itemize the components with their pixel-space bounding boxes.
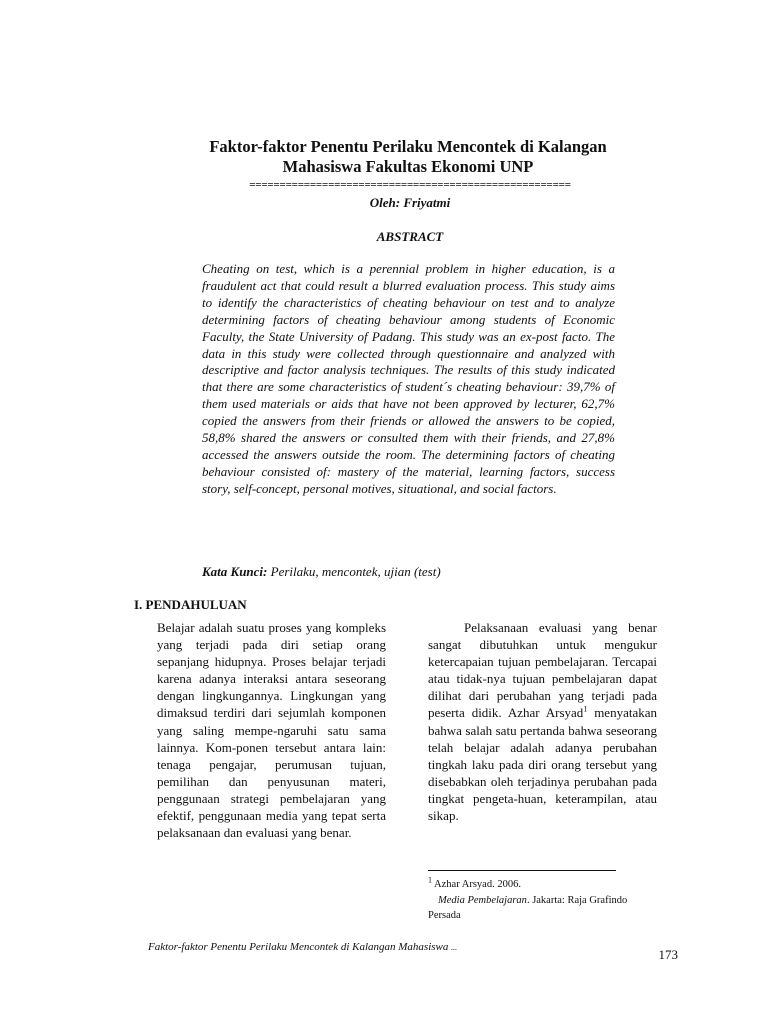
keywords-label: Kata Kunci: [202, 564, 268, 579]
right-paragraph-part-2: menyatakan bahwa salah satu pertanda bahwa seseorang telah belajar adalah adanya perubahan tingkah laku pada diri orang tersebut yang disebabkan oleh terjadinya perubahan pada tingkat pengeta-huan, keterampilan, atau sikap. [428, 705, 657, 824]
keywords-text: Perilaku, mencontek, ujian (test) [270, 564, 441, 579]
title-line-2: Mahasiswa Fakultas Ekonomi UNP [282, 157, 534, 176]
footnote-publisher: . Jakarta: Raja Grafindo Persada [428, 894, 628, 921]
abstract-heading: ABSTRACT [376, 229, 444, 244]
title-divider: ===================================================== [249, 179, 571, 191]
left-column [157, 619, 386, 841]
abstract-text: Cheating on test, which is a perennial problem in higher education, is a fraudulent act that could result a blurred evaluation process. This study aims to identify the characteristics of cheating behaviour on test and to analyze determining factors of cheating behaviour among students of Economic Faculty, the State University of Padang. This study was an ex-post facto. The data in this study were collected through questionnaire and analyzed with descriptive and factor analysis techniques. The results of this study indicated that there are some characteristics of student´s cheating behaviour: 39,7% of them used materials or aids that have not been approved by lecturer, 62,7% copied the answers from their friends or allowed the answers to be copied, 58,8% shared the answers or consulted them with their friends, and 27,8% accessed the answers outside the room. The determining factors of cheating behaviour consisted of: mastery of the material, learning factors, success story, self-concept, personal motives, situational, and social factors. [202, 261, 615, 496]
left-paragraph: Belajar adalah suatu proses yang kompleks yang terjadi pada diri setiap orang sepanjang hidupnya. Proses belajar terjadi karena adanya interaksi antara seseorang dengan lingkungannya. Lingkungan yang dimaksud terdiri dari sejumlah komponen yang saling mempe-ngaruhi satu sama lainnya. Kom-ponen tersebut antara lain: tenaga pengajar, perumusan tujuan, pemilihan dan penyusunan materi, penggunaan strategi pembelajaran yang efektif, penggunaan media yang tepat serta pelaksanaan dan evaluasi yang benar. [157, 620, 386, 841]
footnote-reference[interactable]: 1 [583, 705, 588, 715]
running-footer [148, 940, 457, 955]
right-paragraph-part-1: Pelaksanaan evaluasi yang benar sangat dibutuhkan untuk mengukur ketercapaian tujuan pembelajaran. Tercapai atau tidak-nya tujuan pembelajaran dapat dilihat dari perubahan yang terjadi pada peserta didik. Azhar Arsyad [428, 620, 657, 721]
right-paragraph [428, 619, 657, 824]
paper-title [140, 137, 676, 177]
footnote-rule [428, 870, 616, 871]
right-column [428, 619, 657, 824]
footnote [428, 877, 658, 924]
footnote-author: Azhar Arsyad. 2006. [432, 879, 521, 890]
footnote-book-title: Media Pembelajaran [438, 894, 527, 906]
footnote-continuation [428, 895, 627, 922]
footnote-mark: 1 [428, 875, 432, 885]
section-heading: I. PENDAHULUAN [134, 597, 247, 612]
title-line-1: Faktor-faktor Penentu Perilaku Mencontek di Kalangan [209, 137, 607, 156]
running-footer-title: Faktor-faktor Penentu Perilaku Mencontek di Kalangan Mahasiswa [148, 941, 449, 953]
keywords [202, 564, 622, 580]
running-footer-ellipsis: ... [451, 943, 458, 952]
author-line: Oleh: Friyatmi [369, 195, 451, 210]
page-number: 173 [658, 947, 678, 962]
